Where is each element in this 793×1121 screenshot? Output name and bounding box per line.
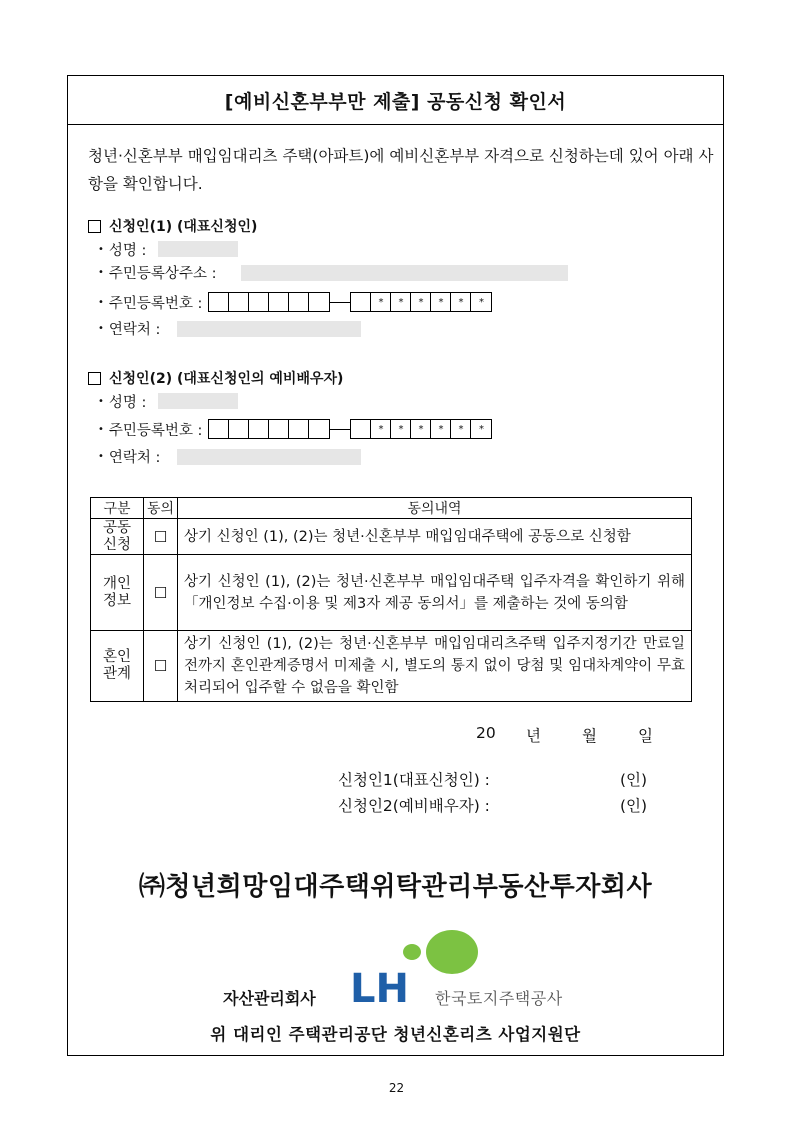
agent-line: 위 대리인 주택관리공단 청년신혼리츠 사업지원단 [210,1025,581,1044]
rrn-dash [330,302,350,303]
applicant2-heading [88,368,343,388]
signature-line-2 [338,794,648,816]
seal-mark[interactable]: (인) [620,797,648,815]
row-label-text: 혼인 관계 [102,649,131,682]
applicant1-name-row [98,239,146,259]
bullet-icon: • [98,266,104,278]
page-number: 22 [388,1081,405,1095]
name-label: 성명 : [108,394,147,411]
year-label: 년 [526,727,541,745]
signature-label: 신청인2(예비배우자) : [338,797,490,815]
company-name: ㈜청년희망임대주택위탁관리부동산투자회사 [138,872,653,902]
table-row [91,555,692,631]
row-description: 상기 신청인 (1), (2)는 청년·신혼부부 매입임대리츠주택 입주지정기간 만료일전까지 혼인관계증명서 미제출 시, 별도의 통지 없이 당첨 및 임대차계약이 무효처리되어 입주할 수 없음을 확인함 [178,631,692,702]
rrn-dash [330,429,350,430]
rrn-mask-cell: * [371,420,391,438]
row-description: 상기 신청인 (1), (2)는 청년·신혼부부 매입임대주택 입주자격을 확인하기 위해「개인정보 수집·이용 및 제3자 제공 동의서」를 제출하는 것에 동의함 [178,555,692,631]
applicant1-heading [88,216,257,236]
rrn-label: 주민등록번호 : [108,422,203,439]
signature-label: 신청인1(대표신청인) : [338,771,490,789]
rrn-cell[interactable] [351,420,371,438]
rrn-cell[interactable] [249,293,269,311]
rrn-cell[interactable] [269,293,289,311]
month-label: 월 [582,727,597,745]
bullet-icon: • [98,296,104,308]
bullet-icon: • [98,243,104,255]
row-label [91,519,144,555]
applicant1-rrn-row [98,292,492,312]
bullet-icon: • [98,423,104,435]
header-details: 동의내역 [178,498,692,519]
lh-leaf-large [426,930,478,974]
rrn-mask-cell: * [451,420,471,438]
applicant1-contact-field[interactable] [177,321,361,337]
rrn-cell[interactable] [229,293,249,311]
consent-table [90,497,692,702]
lh-leaf-small [403,944,421,960]
consent-checkbox[interactable]: ☐ [144,631,178,702]
applicant1-address-row [98,262,216,282]
rrn-cell[interactable] [289,293,309,311]
rrn-front-cells[interactable] [208,292,330,312]
applicant2-heading-text: 신청인(2) (대표신청인의 예비배우자) [109,371,344,387]
row-label [91,555,144,631]
contact-label: 연락처 : [108,449,161,466]
table-header-row [91,498,692,519]
date-line [476,724,653,746]
row-label [91,631,144,702]
applicant1-address-field[interactable] [241,265,568,281]
rrn-cell[interactable] [209,420,229,438]
day-label: 일 [638,727,653,745]
row-description: 상기 신청인 (1), (2)는 청년·신혼부부 매입임대주택에 공동으로 신청함 [178,519,692,555]
rrn-cell[interactable] [209,293,229,311]
address-label: 주민등록상주소 : [108,265,217,282]
applicant1-rrn-field[interactable] [208,292,492,312]
applicant2-rrn-row [98,419,492,439]
rrn-mask-cell: * [391,293,411,311]
lh-logo-text: LH [350,966,409,1012]
rrn-cell[interactable] [309,420,329,438]
rrn-cell[interactable] [229,420,249,438]
row-label-text: 공동 신청 [102,519,131,553]
applicant2-name-row [98,391,146,411]
form-title: [예비신혼부부만 제출] 공동신청 확인서 [68,76,723,125]
row-label-text: 개인 정보 [102,575,131,609]
rrn-mask-cell: * [391,420,411,438]
checkbox-icon[interactable] [88,220,101,233]
bullet-icon: • [98,395,104,407]
seal-mark[interactable]: (인) [620,771,648,789]
rrn-cell[interactable] [249,420,269,438]
applicant1-heading-text: 신청인(1) (대표신청인) [109,219,258,235]
applicant2-rrn-field[interactable] [208,419,492,439]
contact-label: 연락처 : [108,321,161,338]
checkbox-icon[interactable] [88,372,101,385]
applicant1-name-field[interactable] [158,241,238,257]
bullet-icon: • [98,450,104,462]
lh-company-name: 한국토지주택공사 [435,989,563,1008]
rrn-front-cells[interactable] [208,419,330,439]
applicant2-contact-field[interactable] [177,449,361,465]
rrn-cell[interactable] [351,293,371,311]
applicant2-contact-row [98,446,160,466]
applicant1-contact-row [98,318,160,338]
rrn-back-cells [350,419,492,439]
rrn-mask-cell: * [431,420,451,438]
applicant2-name-field[interactable] [158,393,238,409]
rrn-cell[interactable] [289,420,309,438]
asset-manager-label: 자산관리회사 [223,989,316,1008]
table-row [91,631,692,702]
rrn-mask-cell: * [478,296,484,308]
consent-checkbox[interactable]: ☐ [144,519,178,555]
rrn-mask-cell: * [411,420,431,438]
rrn-cell[interactable] [309,293,329,311]
table-row [91,519,692,555]
rrn-mask-cell: * [411,293,431,311]
form-frame [67,75,724,1056]
rrn-mask-cell: * [431,293,451,311]
header-category: 구분 [91,498,144,519]
rrn-back-cells [350,292,492,312]
bullet-icon: • [98,322,104,334]
rrn-cell[interactable] [269,420,289,438]
rrn-mask-cell: * [371,293,391,311]
rrn-mask-cell: * [478,423,484,435]
signature-line-1 [338,768,648,790]
year-prefix: 20 [476,724,496,742]
rrn-label: 주민등록번호 : [108,295,203,312]
name-label: 성명 : [108,242,147,259]
consent-checkbox[interactable]: ☐ [144,555,178,631]
header-consent: 동의 [144,498,178,519]
rrn-mask-cell: * [451,293,471,311]
intro-text: 청년·신혼부부 매입임대리츠 주택(아파트)에 예비신혼부부 자격으로 신청하는데 있어 아래 사항을 확인합니다. [88,147,714,193]
